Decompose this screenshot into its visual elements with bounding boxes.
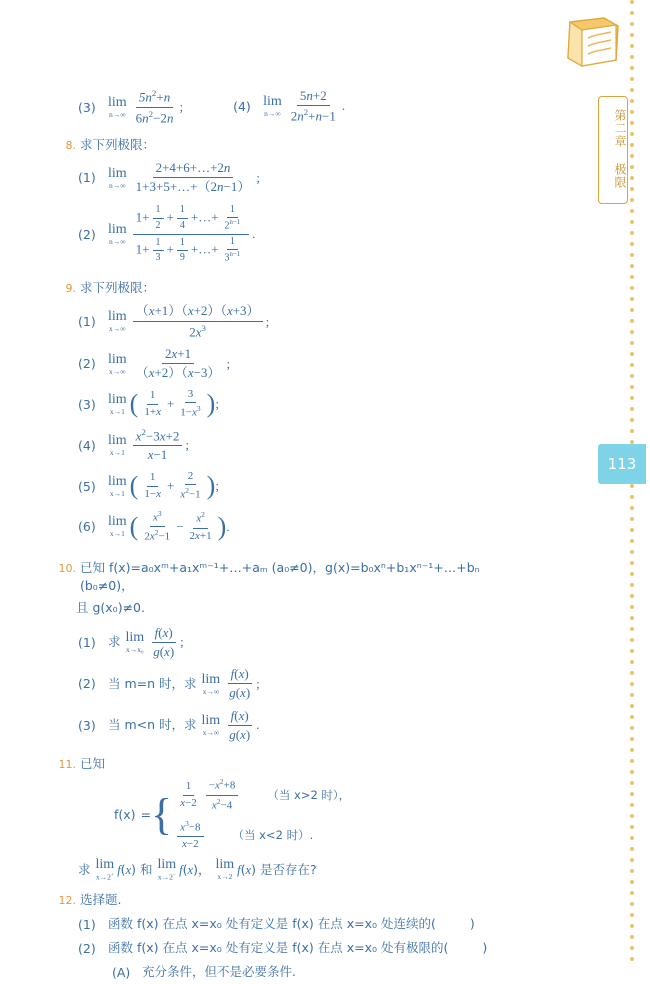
chapter-tab: 第二章 极限 bbox=[598, 96, 628, 204]
item-tail: ; bbox=[256, 675, 260, 691]
limit-operator: lim x→1 bbox=[108, 391, 127, 416]
expression bbox=[108, 427, 189, 464]
option-text: 充分条件，但不是必要条件. bbox=[142, 964, 296, 980]
problem-text: 求下列极限： bbox=[80, 280, 156, 296]
fraction: $\frac{2x+1}{(x+2)(x-3)}$ bbox=[135, 346, 221, 381]
fraction: $\frac{x^2}{2x+1}$ bbox=[189, 510, 212, 542]
expression: lim x→1 ( $\frac{1}{1-x}$ + $\frac{2}{x^2-1}$ ) ; bbox=[108, 469, 219, 502]
item-prefix: 当 m<n 时，求 bbox=[108, 717, 197, 733]
limit-subscript: x→x₀ bbox=[126, 645, 144, 655]
limit-subscript: x→∞ bbox=[202, 686, 220, 696]
problem-number: 8. bbox=[65, 139, 76, 153]
item-label: (4) bbox=[233, 98, 251, 114]
item-label: (2) bbox=[78, 356, 96, 372]
item-tail: . bbox=[341, 98, 346, 114]
problem-text-line2: 且 g(x₀)≠0. bbox=[76, 599, 145, 615]
item-label: (1) bbox=[78, 916, 96, 932]
limit-operator: lim x→∞ bbox=[201, 671, 221, 696]
problem-text: 已知 bbox=[80, 756, 106, 772]
fraction: $\frac{2}{x^2-1}$ bbox=[180, 469, 201, 502]
problem-text: 求下列极限： bbox=[80, 137, 156, 153]
item-tail: ; bbox=[215, 396, 219, 412]
exercise-content bbox=[56, 88, 536, 984]
item-label: (3) bbox=[78, 717, 96, 733]
limit-operator: lim x→2 bbox=[215, 857, 235, 882]
problem-10-item-3 bbox=[78, 708, 536, 744]
problem-9-item-2 bbox=[78, 346, 536, 382]
problem-12-item-1 bbox=[78, 915, 536, 933]
problem-12-option-a[interactable] bbox=[112, 963, 536, 981]
problem-9-header bbox=[56, 279, 536, 297]
item-label: (2) bbox=[78, 226, 96, 242]
expression: lim x→1 ( $\frac{x^3}{2x^2-1}$ − $\frac{x^2}{2x+1}$ ) . bbox=[108, 508, 230, 543]
problem-8-header bbox=[56, 136, 536, 154]
expression: 求 lim x→2+ f(x) 和 lim x→2− f(x)， lim x→2 f(x) 是否存在? bbox=[78, 857, 317, 882]
item-tail: ; bbox=[179, 99, 184, 115]
item-tail: ; bbox=[265, 313, 270, 329]
item-label: (1) bbox=[78, 170, 96, 186]
branch-2 bbox=[174, 819, 350, 852]
limit-operator: lim x→1 bbox=[108, 473, 127, 498]
item-text: 函数 f(x) 在点 x=x₀ 处有定义是 f(x) 在点 x=x₀ 处连续的( bbox=[108, 916, 436, 932]
expression bbox=[108, 625, 184, 661]
item-label: (2) bbox=[78, 676, 96, 692]
expression bbox=[108, 204, 255, 266]
fraction: 1+ $\frac{1}{2}$ + $\frac{1}{4}$ +…+ $\frac{1}{2^{n-1}}$ 1+ $\frac{1}{3}$ + $\frac{1}{9}$ +…+ $\frac{1}{3^{n-1}}$ bbox=[133, 204, 250, 266]
fraction: $\frac{(x+1)(x+2)(x+3)}{2x^3}$ bbox=[133, 303, 263, 340]
problem-7-continuation bbox=[78, 88, 536, 126]
item-label: (2) bbox=[78, 940, 96, 956]
limit-operator: lim n→∞ bbox=[263, 94, 282, 119]
expression bbox=[108, 160, 260, 196]
fraction: $\frac{x^2-3x+2}{x-1}$ bbox=[133, 427, 183, 464]
expression bbox=[108, 346, 230, 382]
fraction: $\frac{x^3}{2x^2-1}$ bbox=[144, 508, 171, 543]
item-label: (3) bbox=[78, 99, 96, 115]
limit-operator: lim x→∞ bbox=[108, 351, 127, 376]
item-after: ) bbox=[482, 940, 488, 956]
fraction: $\frac{5n+2}{2n^2+n-1}$ bbox=[290, 88, 336, 124]
problem-8-item-2 bbox=[78, 204, 536, 266]
fraction: $\frac{f(x)}{g(x)}$ bbox=[229, 707, 251, 742]
branch-1 bbox=[174, 777, 350, 813]
limit-subscript: x→∞ bbox=[202, 728, 220, 738]
fraction: $\frac{5n^2+n}{6n^2-2n}$ bbox=[135, 88, 174, 125]
limit-subscript: n→∞ bbox=[264, 109, 281, 119]
problem-10-item-1 bbox=[78, 625, 536, 661]
limit-subscript: x→1 bbox=[109, 447, 125, 457]
problem-number: 12. bbox=[58, 894, 76, 908]
item-3 bbox=[78, 88, 183, 126]
limit-subscript: n→∞ bbox=[109, 109, 126, 119]
problem-12-item-2 bbox=[78, 939, 536, 957]
problem-number: 11. bbox=[58, 758, 76, 772]
limit-subscript: x→∞ bbox=[109, 366, 126, 376]
problem-9-item-4 bbox=[78, 427, 536, 464]
problem-10-header bbox=[56, 559, 536, 595]
fraction: $\frac{x^3-8}{x-2}$ bbox=[177, 819, 203, 852]
item-tail: . bbox=[252, 226, 256, 242]
item-tail: ; bbox=[215, 478, 219, 494]
item-prefix: 求 bbox=[108, 634, 121, 650]
problem-12-header bbox=[56, 891, 536, 909]
problem-11-tail bbox=[78, 858, 536, 881]
problem-8-item-1 bbox=[78, 160, 536, 196]
limit-operator: lim x→1 bbox=[108, 514, 127, 539]
item-label: (6) bbox=[78, 519, 96, 535]
limit-operator: lim n→∞ bbox=[108, 222, 127, 247]
function-name: f(x) bbox=[114, 806, 136, 822]
fraction: $\frac{3}{1-x^3}$ bbox=[180, 387, 201, 420]
item-tail: ; bbox=[185, 437, 189, 453]
expression bbox=[108, 303, 269, 340]
limit-operator: lim n→∞ bbox=[108, 165, 127, 190]
fraction: $\frac{f(x)}{g(x)}$ bbox=[229, 666, 251, 701]
limit-operator: lim x→2− bbox=[157, 857, 177, 882]
expression bbox=[108, 666, 260, 702]
option-label: (A) bbox=[112, 964, 131, 980]
limit-subscript: n→∞ bbox=[109, 237, 126, 247]
limit-subscript: x→1 bbox=[109, 529, 125, 539]
problem-text: 选择题. bbox=[80, 892, 122, 908]
item-label: (1) bbox=[78, 634, 96, 650]
limit-subscript: x→1 bbox=[109, 406, 125, 416]
problem-9-item-6 bbox=[78, 509, 536, 545]
right-decoration-rail bbox=[588, 0, 650, 959]
limit-subscript: n→∞ bbox=[109, 180, 126, 190]
limit-operator: lim x→x₀ bbox=[125, 630, 145, 655]
item-tail: ; bbox=[256, 169, 260, 185]
item-prefix: 当 m=n 时，求 bbox=[108, 675, 197, 691]
problem-9-item-1 bbox=[78, 303, 536, 340]
equals-sign: = bbox=[140, 806, 152, 822]
piecewise-function bbox=[114, 777, 536, 852]
limit-operator: lim x→∞ bbox=[108, 309, 127, 334]
item-tail: . bbox=[226, 518, 230, 534]
branch-condition: （当 x>2 时）， bbox=[267, 788, 351, 802]
item-tail: . bbox=[256, 717, 260, 733]
item-tail: ; bbox=[180, 634, 184, 650]
problem-9-item-3 bbox=[78, 388, 536, 421]
item-4 bbox=[233, 88, 345, 125]
item-text: 函数 f(x) 在点 x=x₀ 处有定义是 f(x) 在点 x=x₀ 处有极限的( bbox=[108, 940, 449, 956]
problem-number: 9. bbox=[65, 282, 76, 296]
limit-subscript: x→1 bbox=[109, 488, 125, 498]
expression bbox=[108, 708, 259, 744]
limit-operator: lim x→1 bbox=[108, 432, 127, 457]
fraction: $\frac{2+4+6+\dots+2n}{1+3+5+\dots+(2n-1)}$ bbox=[135, 160, 251, 195]
item-label: (4) bbox=[78, 437, 96, 453]
item-label: (3) bbox=[78, 396, 96, 412]
item-label: (1) bbox=[78, 314, 96, 330]
brace-icon: { bbox=[151, 789, 173, 839]
book-icon bbox=[564, 16, 624, 74]
problem-text-line1: 已知 f(x)=a₀xᵐ+a₁xᵐ⁻¹+…+aₘ (a₀≠0)，g(x)=b₀xⁿ+b₁xⁿ⁻¹+…+bₙ (b₀≠0)， bbox=[80, 559, 480, 593]
problem-10-item-2 bbox=[78, 666, 536, 702]
item-after: ) bbox=[469, 916, 475, 932]
problem-number: 10. bbox=[58, 561, 76, 575]
fraction: $\frac{-x^2+8}{x^2-4}$ bbox=[206, 777, 239, 813]
problem-9-item-5 bbox=[78, 470, 536, 503]
branch-condition: （当 x<2 时）. bbox=[232, 828, 314, 843]
limit-operator: lim n→∞ bbox=[108, 94, 127, 119]
limit-operator: lim x→2+ bbox=[95, 857, 115, 882]
problem-11-header bbox=[56, 755, 536, 773]
item-label: (5) bbox=[78, 478, 96, 494]
item-tail: ; bbox=[226, 355, 231, 371]
expression: lim x→1 ( $\frac{1}{1+x}$ + $\frac{3}{1-x^3}$ ) ; bbox=[108, 387, 219, 420]
limit-operator: lim x→∞ bbox=[201, 713, 221, 738]
page-number: 113 bbox=[598, 444, 646, 484]
fraction: $\frac{1}{1-x}$ bbox=[144, 470, 161, 500]
fraction: $\frac{1}{x-2}$ bbox=[180, 779, 197, 809]
fraction: $\frac{f(x)}{g(x)}$ bbox=[153, 624, 175, 659]
fraction: $\frac{1}{1+x}$ bbox=[144, 388, 161, 418]
limit-subscript: x→∞ bbox=[109, 324, 126, 334]
